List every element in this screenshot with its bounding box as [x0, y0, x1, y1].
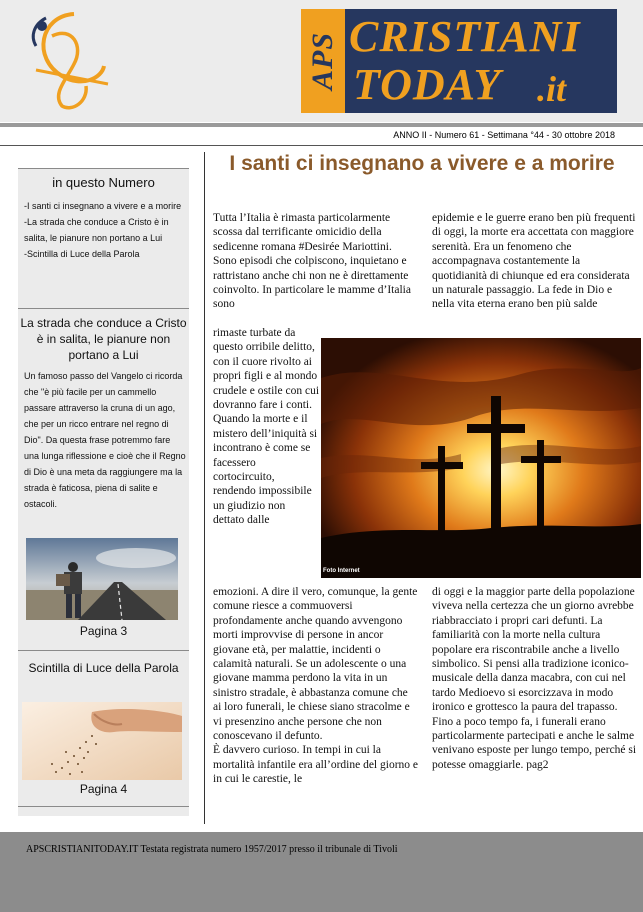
sidebar-article-title: Scintilla di Luce della Parola: [28, 661, 179, 675]
article-text-col2-bottom: di oggi e la maggior parte della popolazione viveva nella certezza che un giorno avrebbe riabbracciato i propri cari defunti. La familiarità con la morte nella cultura popolare era riscontrabile anche a livello simbolico. Si pensi alla tradizione iconico-musicale della danza macabra, con cui nel tardo Medioevo si esorcizzava in modo ironico e grottesco la paura del trapasso. Fino a poco tempo fa, i funerali erano particolarmente partecipati e anche le salme venivano esposte per lungo tempo, perché si potesse omaggiarle. pag2: [432, 586, 637, 771]
header-divider: [0, 123, 643, 127]
sidebar-divider: [18, 308, 189, 309]
masthead-title-suffix: .it: [537, 69, 567, 109]
masthead-title-line1: CRISTIANI: [349, 12, 581, 61]
sidebar-article-text: Un famoso passo del Vangelo ci ricorda che "è più facile per un cammello passare attraverso la cruna di un ago, che per un ricco entrare nel regno di Dio". Da questa frase potremmo fare una lunga riflessione e cioè che il Regno di Dio è una meta da raggiungere ma la strada è faticosa, piena di salite e ostacoli.: [24, 371, 186, 509]
toc-title: in questo Numero: [52, 175, 155, 190]
sidebar: [18, 168, 189, 816]
toc-list: [24, 198, 184, 262]
article-headline: I santi ci insegnano a vivere e a morire: [229, 152, 615, 175]
issue-divider: [0, 145, 643, 146]
sidebar-divider: [18, 650, 189, 651]
article-text-col1-wrap: rimaste turbate da questo orribile delitto, con il cuore rivolto ai propri figli e al mondo crudele e ostile con cui dovranno fare i conti. Quando la morte e il mistero dell’iniquità si incontrano è come se facessero cortocircuito, rendendo impossibile un giudizio non dettato dalle: [213, 327, 320, 527]
article-text-col1-bottom: emozioni. A dire il vero, comunque, la gente comune riesce a commuoversi profondamente anche quando avvengono morti improvvise di persone in ancor giovane età, per malattie, incidenti o calamità naturali. Se un adolescente o una giovane mamma perdono la vita in un sinistro stradale, è abbastanza comune che ai loro funerali, le chiese siano stracolme e vi presenzino anche persone che non conoscevano il defunto. È davvero curioso. In tempi in cui la mortalità infantile era all’ordine del giorno e in cui le carestie, le: [213, 586, 419, 786]
sidebar-article-page-link[interactable]: Pagina 4: [79, 782, 128, 796]
page-footer: [0, 832, 643, 912]
hand-sowing-seeds-image: [22, 702, 182, 780]
photo-credit: Foto Internet: [323, 568, 360, 574]
sidebar-divider: [18, 168, 189, 169]
road-traveler-image: [26, 538, 178, 620]
issue-info: ANNO II - Numero 61 - Settimana °44 - 30 ottobre 2018: [393, 130, 615, 140]
toc-item[interactable]: -I santi ci insegnano a vivere e a morire: [24, 201, 182, 211]
toc-item[interactable]: -Scintilla di Luce della Parola: [24, 249, 140, 259]
article-text-col1-top: Tutta l’Italia è rimasta particolarmente scossa dal terrificante omicidio della sedicenne romana #Desirée Mariottini. Sono episodi che colpiscono, inquietano e rattristano anche chi non ne è direttamente coinvolto. In particolare le mamme d’Italia sono: [213, 212, 411, 311]
sidebar-divider: [18, 806, 189, 807]
masthead-aps-text: APS: [306, 31, 339, 91]
three-crosses-sunset-photo: [321, 338, 641, 578]
sidebar-article-title: La strada che conduce a Cristo è in salita, le pianure non portano a Lui: [20, 316, 187, 362]
article-text-col2-top: epidemie e le guerre erano ben più frequenti di oggi, la morte era accettata con maggiore serenità. Era un fenomeno che accompagnava costantemente la quotidianità di chiunque ed era considerata un naturale passaggio. La fede in Dio e nella vita eterna erano ben più salde: [432, 212, 636, 311]
toc-item[interactable]: -La strada che conduce a Cristo è in salita, le pianure non portano a Lui: [24, 217, 169, 243]
masthead-title-line2: TODAY: [353, 60, 502, 109]
fish-cross-logo-icon: [22, 6, 114, 114]
masthead-logo: [301, 9, 617, 113]
masthead-aps-band: [301, 9, 345, 113]
sidebar-article-page-link[interactable]: Pagina 3: [79, 624, 128, 638]
column-divider: [204, 152, 205, 824]
footer-registration-text: APSCRISTIANITODAY.IT Testata registrata numero 1957/2017 presso il tribunale di Tivoli: [26, 844, 398, 855]
page-header: [0, 0, 643, 122]
